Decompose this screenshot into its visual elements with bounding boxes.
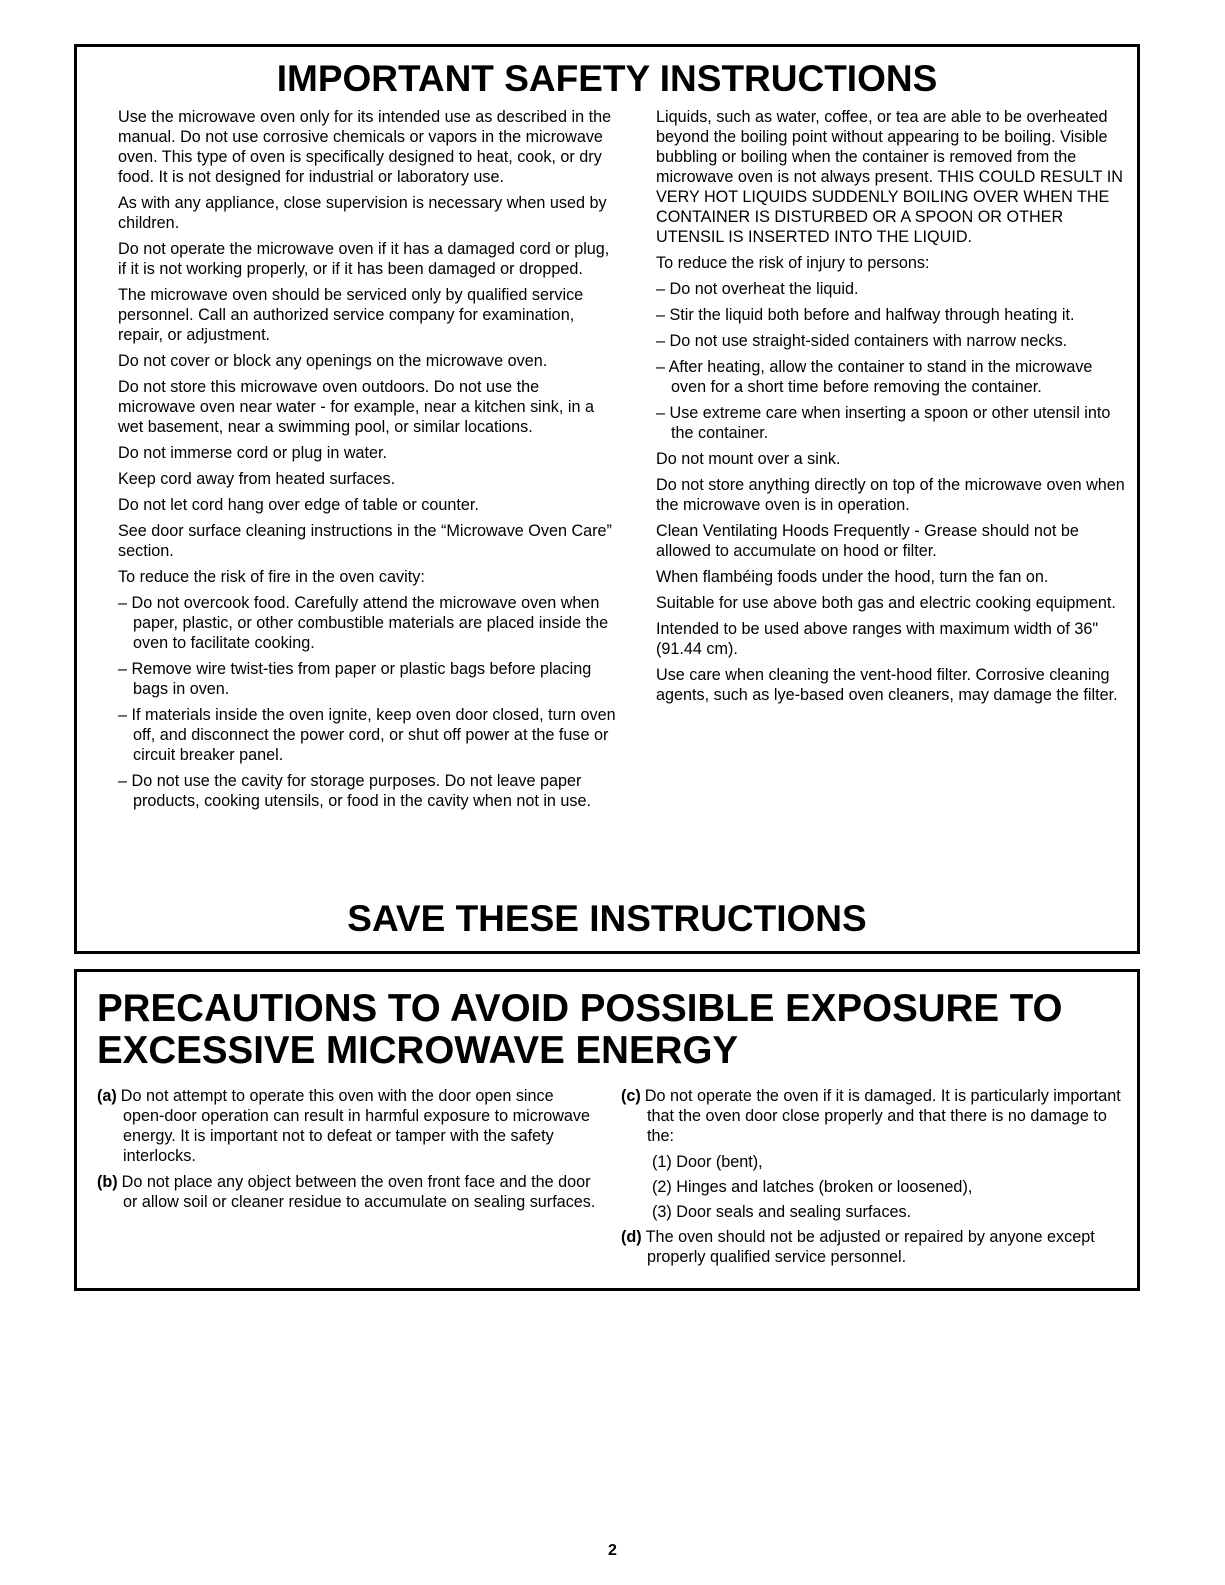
precaution-label: (a) [97, 1087, 117, 1105]
safety-paragraph: Do not cover or block any openings on the microwave oven. [118, 352, 548, 370]
page-number: 2 [608, 1542, 617, 1559]
precautions-right-column [621, 1086, 1126, 1273]
safety-paragraph: Keep cord away from heated surfaces. [118, 470, 396, 488]
precautions-left-column [97, 1086, 597, 1218]
precautions-box [74, 969, 1140, 1291]
safety-paragraph: Intended to be used above ranges with maximum width of 36" (91.44 cm). [656, 620, 1099, 658]
precaution-sub-item: (3) Door seals and sealing surfaces. [652, 1203, 912, 1221]
precaution-sub-item: (2) Hinges and latches (broken or loosened), [652, 1178, 973, 1196]
precaution-label: (d) [621, 1228, 642, 1246]
precautions-title: PRECAUTIONS TO AVOID POSSIBLE EXPOSURE TO EXCESSIVE MICROWAVE ENERGY [97, 987, 1063, 1072]
precaution-sub-item: (1) Door (bent), [652, 1153, 763, 1171]
precaution-text: Do not attempt to operate this oven with the door open since open-door operation can result in harmful exposure to microwave energy. It is important not to defeat or tamper with the safety interlocks. [120, 1087, 590, 1165]
safety-sub-item: – Do not use the cavity for storage purposes. Do not leave paper products, cooking utensils, or food in the cavity when not in use. [118, 772, 592, 810]
safety-instructions-box [74, 44, 1140, 954]
safety-paragraph: Do not let cord hang over edge of table or counter. [118, 496, 479, 514]
safety-paragraph: Do not immerse cord or plug in water. [118, 444, 388, 462]
safety-sub-item: – If materials inside the oven ignite, keep oven door closed, turn oven off, and disconnect the power cord, or shut off power at the fuse or circuit breaker panel. [118, 706, 616, 764]
safety-paragraph: Do not store anything directly on top of the microwave oven when the microwave oven is in operation. [656, 476, 1125, 514]
safety-paragraph: As with any appliance, close supervision is necessary when used by children. [118, 194, 607, 232]
precaution-item [97, 1172, 597, 1212]
safety-sub-item: – Stir the liquid both before and halfway through heating it. [656, 306, 1075, 324]
safety-paragraph: Liquids, such as water, coffee, or tea are able to be overheated beyond the boiling point without appearing to be boiling. Visible bubbling or boiling when the container is removed from the microwave oven is not always present. THIS COULD RESULT IN VERY HOT LIQUIDS SUDDENLY BOILING OVER WHEN THE CONTAINER IS DISTURBED OR A SPOON OR OTHER UTENSIL IS INSERTED INTO THE LIQUID. [656, 108, 1123, 246]
safety-paragraph: The microwave oven should be serviced only by qualified service personnel. Call an authorized service company for examination, repair, or adjustment. [118, 286, 584, 344]
safety-paragraph: Do not mount over a sink. [656, 450, 841, 468]
safety-paragraph: Use the microwave oven only for its intended use as described in the manual. Do not use corrosive chemicals or vapors in the microwave oven. This type of oven is specifically designed to heat, cook, or dry food. It is not designed for industrial or laboratory use. [118, 108, 612, 186]
safety-paragraph: Use care when cleaning the vent-hood filter. Corrosive cleaning agents, such as lye-based oven cleaners, may damage the filter. [656, 666, 1118, 704]
safety-sub-item: – Use extreme care when inserting a spoon or other utensil into the container. [656, 404, 1111, 442]
safety-sub-item: – Remove wire twist-ties from paper or plastic bags before placing bags in oven. [118, 660, 592, 698]
safety-paragraph: To reduce the risk of injury to persons: [656, 254, 930, 272]
precaution-label: (c) [621, 1087, 641, 1105]
safety-right-column [656, 107, 1126, 711]
precaution-label: (b) [97, 1173, 118, 1191]
safety-paragraph: Suitable for use above both gas and electric cooking equipment. [656, 594, 1116, 612]
safety-sub-item: – Do not overheat the liquid. [656, 280, 859, 298]
safety-paragraph: Do not store this microwave oven outdoors. Do not use the microwave oven near water - for example, near a kitchen sink, in a wet basement, near a swimming pool, or similar locations. [118, 378, 594, 436]
safety-title: IMPORTANT SAFETY INSTRUCTIONS [276, 58, 938, 99]
precaution-text: Do not operate the oven if it is damaged. It is particularly important that the oven door close properly and that there is no damage to the: [644, 1087, 1121, 1145]
save-instructions-heading: SAVE THESE INSTRUCTIONS [347, 898, 867, 939]
precaution-item [621, 1227, 1126, 1267]
safety-paragraph: When flambéing foods under the hood, turn the fan on. [656, 568, 1049, 586]
precaution-text: The oven should not be adjusted or repaired by anyone except properly qualified service personnel. [645, 1228, 1095, 1266]
safety-paragraph: Clean Ventilating Hoods Frequently - Grease should not be allowed to accumulate on hood or filter. [656, 522, 1079, 560]
safety-paragraph: Do not operate the microwave oven if it has a damaged cord or plug, if it is not working properly, or if it has been damaged or dropped. [118, 240, 610, 278]
precaution-text: Do not place any object between the oven front face and the door or allow soil or cleaner residue to accumulate on sealing surfaces. [121, 1173, 596, 1211]
safety-paragraph: To reduce the risk of fire in the oven cavity: [118, 568, 425, 586]
safety-sub-item: – Do not use straight-sided containers with narrow necks. [656, 332, 1068, 350]
safety-paragraph: See door surface cleaning instructions in the “Microwave Oven Care” section. [118, 522, 612, 560]
safety-left-column [118, 107, 618, 817]
precaution-item [97, 1086, 597, 1166]
precaution-item [621, 1086, 1126, 1146]
safety-sub-item: – Do not overcook food. Carefully attend the microwave oven when paper, plastic, or other combustible materials are placed inside the oven to facilitate cooking. [118, 594, 609, 652]
safety-sub-item: – After heating, allow the container to stand in the microwave oven for a short time before removing the container. [656, 358, 1093, 396]
